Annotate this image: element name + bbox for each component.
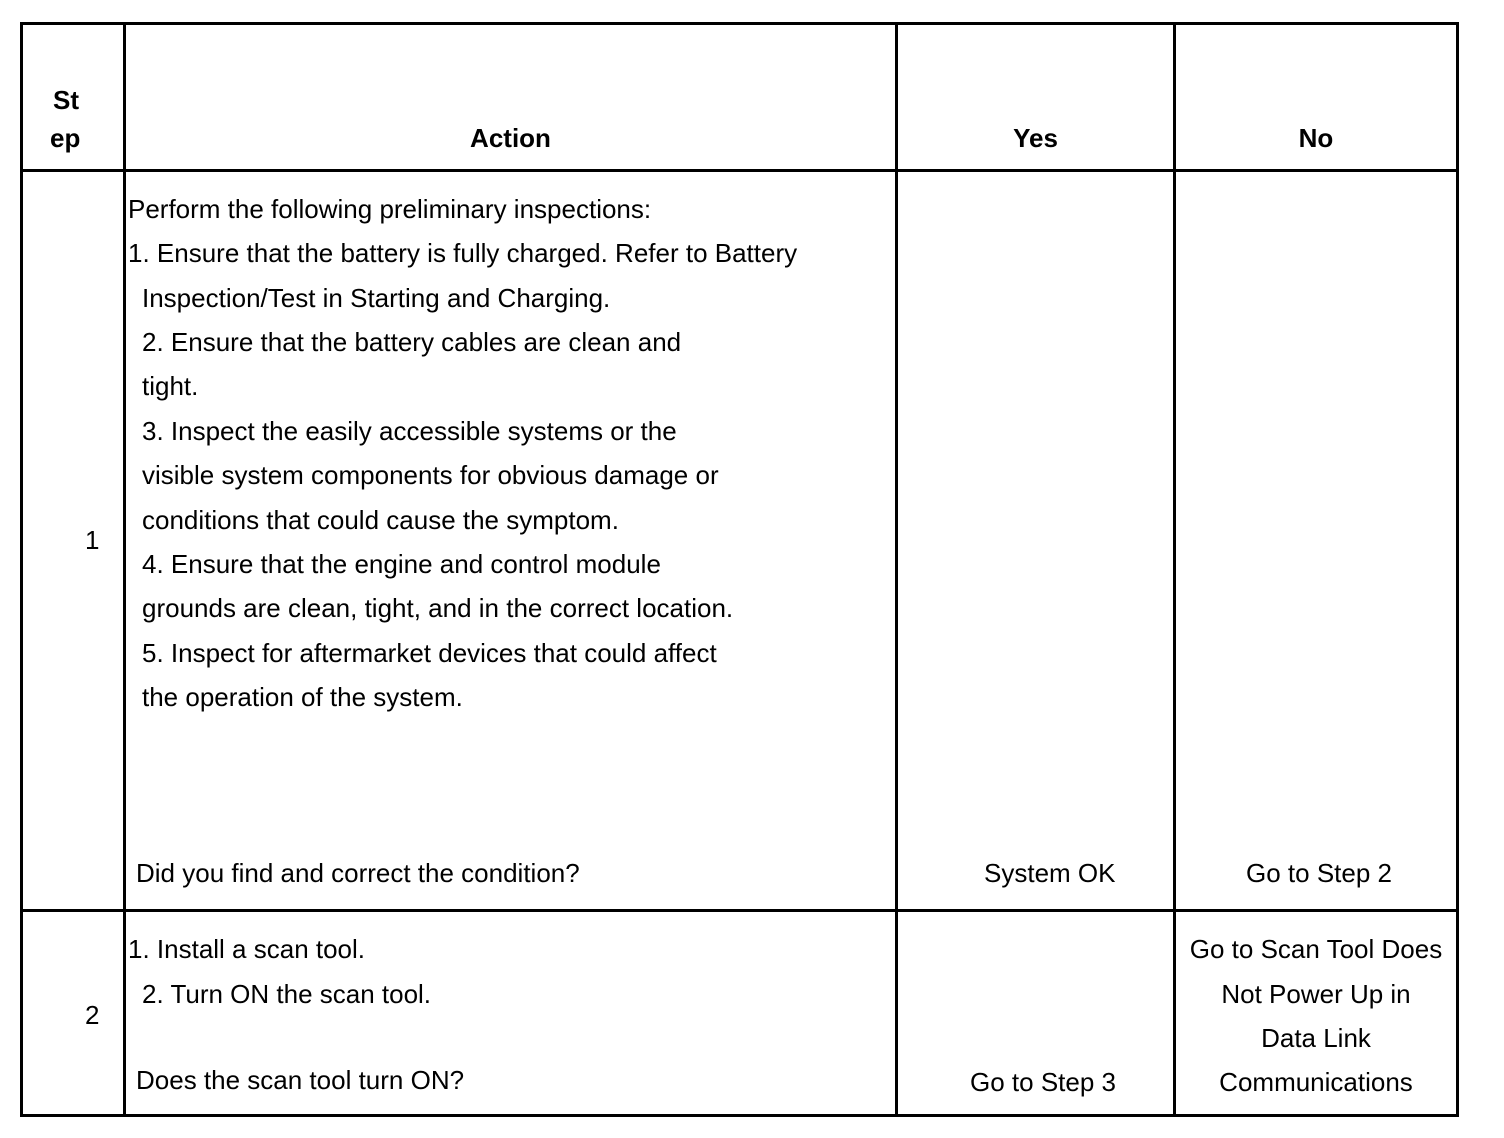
table-row [22,911,1458,1116]
action-intro: Perform the following preliminary inspections: [128,194,652,224]
no-cell [1175,911,1458,1116]
action-line: 4. Ensure that the engine and control module [142,549,661,579]
no-cell [1175,171,1458,911]
action-line: 3. Inspect the easily accessible systems or the [142,416,677,446]
action-line: tight. [142,371,199,401]
yes-result: System OK [984,858,1116,888]
action-line: 1. Install a scan tool. [128,934,366,964]
no-header-label: No [1298,123,1334,153]
action-line: 1. Ensure that the battery is fully charged. Refer to Battery [128,238,798,268]
no-result: Go to Step 2 [1246,858,1392,888]
step-number: 1 [85,525,100,555]
yes-cell [897,171,1175,911]
action-line: the operation of the system. [142,682,463,712]
step-cell [22,171,125,911]
no-result-line: Go to Scan Tool Does [1189,934,1443,964]
action-line: Inspection/Test in Starting and Charging. [142,283,611,313]
no-header [1175,24,1458,171]
diagnostic-table [20,22,1459,1117]
yes-header [897,24,1175,171]
action-line: conditions that could cause the symptom. [142,505,619,535]
action-question: Did you find and correct the condition? [136,858,580,888]
action-line: 2. Ensure that the battery cables are clean and [142,327,682,357]
action-question: Does the scan tool turn ON? [136,1065,465,1095]
step-header [22,24,125,171]
action-line: grounds are clean, tight, and in the correct location. [142,593,734,623]
yes-result: Go to Step 3 [970,1067,1116,1097]
no-result-line: Data Link [1261,1023,1371,1053]
action-line: visible system components for obvious damage or [142,460,719,490]
step-number: 2 [85,1000,100,1030]
header-row [22,24,1458,171]
yes-header-label: Yes [1013,123,1058,153]
action-cell [125,171,897,911]
action-header-label: Action [470,123,551,153]
action-header [125,24,897,171]
action-line: 5. Inspect for aftermarket devices that could affect [142,638,717,668]
step-cell [22,911,125,1116]
yes-cell [897,911,1175,1116]
action-cell [125,911,897,1116]
no-result-line: Not Power Up in [1221,979,1411,1009]
step-header-line1: St [53,85,79,115]
table-row [22,171,1458,911]
action-line: 2. Turn ON the scan tool. [142,979,432,1009]
step-header-line2: ep [50,123,81,153]
no-result-line: Communications [1219,1067,1413,1097]
